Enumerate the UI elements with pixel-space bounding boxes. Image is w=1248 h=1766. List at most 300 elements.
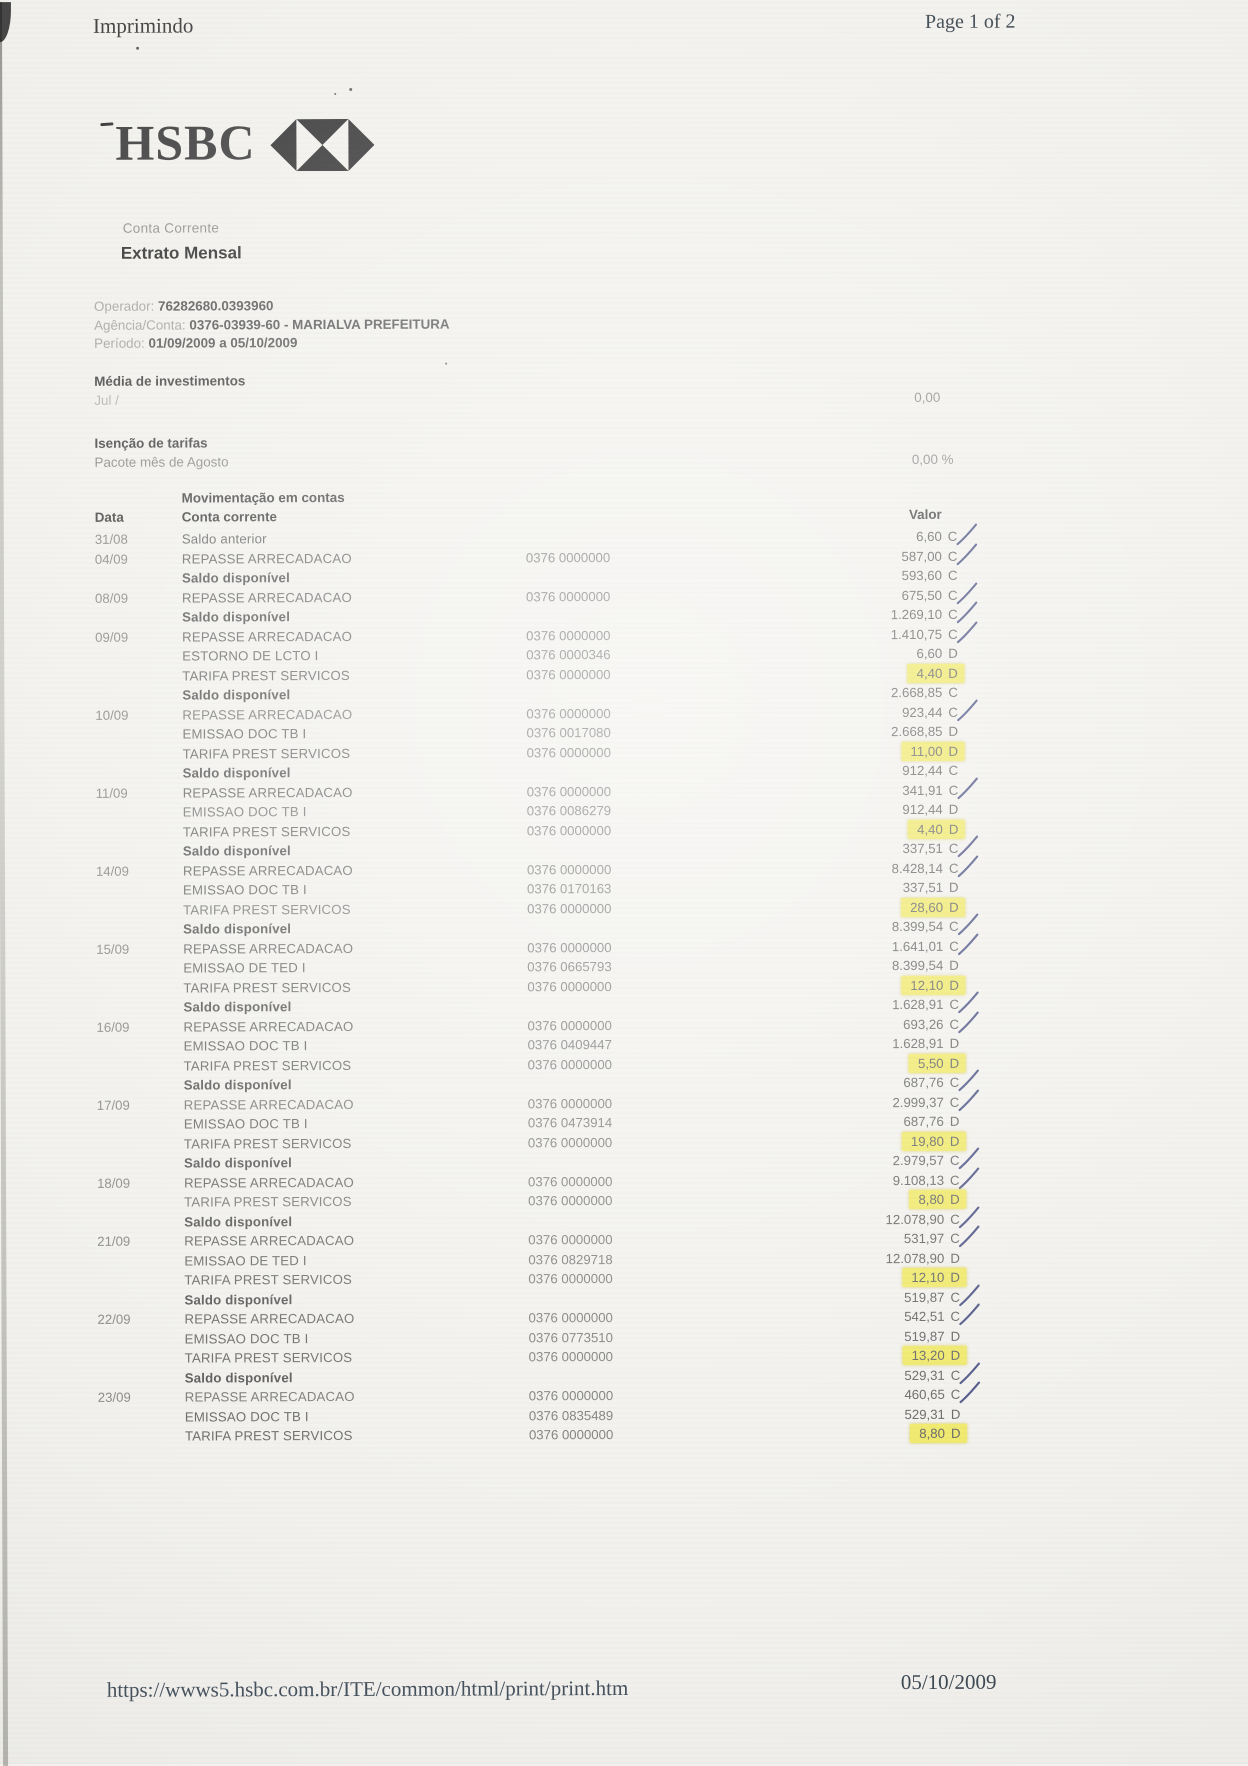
credit-debit-flag: C	[948, 627, 961, 642]
credit-debit-flag: C	[949, 1017, 962, 1032]
value-amount	[892, 997, 962, 1012]
cell-document: 0000000	[561, 1193, 681, 1208]
cell-value	[680, 841, 962, 857]
cell-date: 09/09	[95, 629, 182, 644]
cell-value	[681, 1114, 963, 1130]
credit-debit-flag: D	[950, 1192, 963, 1207]
credit-debit-flag: C	[949, 861, 962, 876]
statement-meta	[94, 297, 450, 354]
credit-debit-flag: D	[951, 1348, 964, 1363]
cell-value	[680, 997, 962, 1013]
investments-line	[94, 389, 1246, 408]
cell-description: REPASSE ARRECADACAO	[184, 1174, 528, 1190]
value-amount	[892, 1095, 962, 1110]
credit-debit-flag: C	[948, 705, 961, 720]
cell-description: Saldo disponível	[183, 843, 527, 859]
value-amount	[904, 1231, 963, 1246]
fees-line	[95, 451, 1247, 470]
cell-date: 23/09	[98, 1390, 185, 1405]
cell-description: Saldo disponível	[182, 570, 526, 586]
credit-debit-flag: C	[950, 1173, 963, 1188]
cell-document: 0000000	[559, 706, 679, 721]
cell-agency: 0376	[528, 1057, 561, 1072]
value-amount	[891, 724, 961, 739]
pen-checkmark	[955, 698, 979, 724]
value-amount	[902, 588, 961, 603]
cell-document: 0835489	[562, 1408, 682, 1423]
amount-text: 12,10	[911, 1270, 944, 1285]
cell-document: 0000000	[562, 1388, 682, 1403]
fees-title: Isenção de tarifas	[94, 432, 1246, 451]
cell-document: 0000000	[560, 784, 680, 799]
hsbc-wordmark: HSBC	[115, 113, 255, 171]
cell-document: 0000000	[561, 1135, 681, 1150]
cell-value	[679, 685, 961, 701]
cell-agency: 0376	[528, 1037, 561, 1052]
period-line	[94, 334, 450, 354]
cell-value	[680, 1017, 962, 1033]
cell-date: 31/08	[95, 532, 182, 547]
cell-agency: 0376	[529, 1388, 562, 1403]
table-group-header: Movimentação em contas	[182, 490, 345, 506]
cell-value	[681, 1290, 963, 1306]
amount-text: 519,87	[904, 1329, 944, 1344]
cell-description: TARIFA PREST SERVICOS	[182, 667, 526, 683]
amount-text: 2.979,57	[893, 1153, 944, 1168]
value-amount	[892, 1036, 962, 1051]
value-amount	[904, 1407, 963, 1422]
amount-text: 2.668,85	[891, 685, 942, 700]
cell-description: Saldo disponível	[183, 765, 527, 781]
value-amount	[903, 841, 962, 856]
cell-description: Saldo disponível	[184, 1077, 528, 1093]
amount-text: 19,80	[911, 1134, 944, 1149]
amount-text: 11,00	[910, 744, 942, 759]
cell-description: TARIFA PREST SERVICOS	[183, 979, 527, 995]
value-amount	[903, 880, 962, 895]
amount-text: 8.428,14	[892, 861, 943, 876]
cell-description: Saldo anterior	[182, 531, 526, 547]
value-amount	[902, 783, 961, 798]
cell-description: EMISSAO DE TED I	[183, 960, 527, 976]
amount-text: 587,00	[901, 549, 941, 564]
amount-text: 460,65	[904, 1387, 944, 1402]
value-amount	[903, 1075, 962, 1090]
cell-document: 0017080	[559, 725, 679, 740]
value-amount	[891, 685, 961, 700]
cell-value	[681, 1153, 963, 1169]
value-amount	[893, 1153, 963, 1168]
cell-value	[679, 627, 961, 643]
cell-description: EMISSAO DOC TB I	[183, 882, 527, 898]
amount-text: 13,20	[912, 1348, 945, 1363]
cell-value	[681, 1231, 963, 1247]
credit-debit-flag: D	[949, 978, 962, 993]
cell-document: 0170163	[560, 881, 680, 896]
credit-debit-flag: D	[948, 666, 961, 681]
value-amount	[904, 1290, 963, 1305]
highlighted-value	[910, 1424, 967, 1443]
print-source-url: https://wwws5.hsbc.com.br/ITE/common/html/print/print.htm	[107, 1676, 629, 1703]
cell-description: Saldo disponível	[182, 687, 526, 703]
amount-text: 912,44	[902, 763, 942, 778]
pen-checkmark	[956, 1010, 980, 1036]
credit-debit-flag: D	[951, 1407, 964, 1422]
cell-agency: 0376	[529, 1330, 562, 1345]
table-header	[0, 506, 1247, 525]
cell-document: 0000000	[560, 862, 680, 877]
amount-text: 5,50	[918, 1056, 944, 1071]
pen-checkmark	[956, 854, 980, 880]
credit-debit-flag: C	[950, 1153, 963, 1168]
amount-text: 531,97	[904, 1231, 944, 1246]
cell-description: TARIFA PREST SERVICOS	[184, 1272, 528, 1288]
cell-description: TARIFA PREST SERVICOS	[183, 823, 527, 839]
fees-section	[0, 432, 1247, 470]
scan-speck	[349, 88, 352, 91]
hsbc-logo	[115, 113, 374, 172]
statement-title: Extrato Mensal	[121, 243, 242, 263]
cell-date: 21/09	[97, 1234, 184, 1249]
cell-value	[682, 1387, 964, 1403]
cell-document: 0773510	[562, 1330, 682, 1345]
amount-text: 593,60	[902, 568, 942, 583]
amount-text: 8,80	[918, 1192, 944, 1207]
amount-text: 687,76	[903, 1114, 943, 1129]
operator-line	[94, 297, 450, 317]
credit-debit-flag: C	[951, 1387, 964, 1402]
credit-debit-flag: C	[949, 939, 962, 954]
pen-checkmark	[955, 620, 979, 646]
value-amount	[902, 705, 961, 720]
cell-agency: 0376	[528, 1096, 561, 1111]
cell-description: REPASSE ARRECADACAO	[184, 1233, 528, 1249]
cell-agency: 0376	[528, 1232, 561, 1247]
amount-text: 1.641,01	[892, 939, 943, 954]
cell-description: Saldo disponível	[184, 1155, 528, 1171]
value-amount	[892, 861, 962, 876]
page-indicator: Page 1 of 2	[925, 11, 1016, 34]
amount-text: 2.668,85	[891, 724, 942, 739]
investments-section	[0, 370, 1246, 408]
operator-value: 76282680.0393960	[158, 298, 273, 313]
cell-value	[682, 1407, 964, 1423]
print-status-label: Imprimindo	[93, 13, 193, 38]
cell-agency: 0376	[528, 1174, 561, 1189]
statement-rows	[0, 526, 1248, 1447]
fees-label: Pacote mês de Agosto	[95, 454, 229, 469]
cell-agency: 0376	[528, 1252, 561, 1267]
cell-description: Saldo disponível	[183, 999, 527, 1015]
highlighted-value	[908, 664, 965, 683]
value-amount	[885, 1212, 963, 1227]
value-amount	[904, 1329, 963, 1344]
amount-text: 6,60	[916, 529, 942, 544]
scan-speck	[445, 363, 447, 365]
amount-text: 529,31	[904, 1407, 944, 1422]
cell-description: REPASSE ARRECADACAO	[184, 1096, 528, 1112]
cell-agency: 0376	[528, 1115, 561, 1130]
table-row	[2, 1423, 1248, 1447]
cell-value	[680, 978, 962, 994]
cell-description: Saldo disponível	[182, 609, 526, 625]
cell-value	[680, 822, 962, 838]
cell-document: 0000000	[561, 1310, 681, 1325]
cell-description: REPASSE ARRECADACAO	[182, 589, 526, 605]
pen-dash-artifact	[100, 122, 113, 126]
agency-label: Agência/Conta:	[94, 317, 186, 332]
cell-description: REPASSE ARRECADACAO	[183, 862, 527, 878]
amount-text: 1.628,91	[892, 1036, 943, 1051]
cell-agency: 0376	[526, 667, 559, 682]
cell-date: 18/09	[97, 1175, 184, 1190]
cell-value	[680, 939, 962, 955]
cell-document: 0409447	[561, 1037, 681, 1052]
credit-debit-flag: D	[949, 958, 962, 973]
investments-title: Média de investimentos	[94, 370, 1246, 389]
cell-document: 0000000	[560, 823, 680, 838]
cell-description: TARIFA PREST SERVICOS	[185, 1350, 529, 1366]
cell-description: EMISSAO DE TED I	[184, 1252, 528, 1268]
scan-speck	[136, 47, 139, 50]
value-amount	[902, 763, 961, 778]
cell-description: ESTORNO DE LCTO I	[182, 648, 526, 664]
cell-agency: 0376	[529, 1427, 562, 1442]
cell-agency: 0376	[528, 1271, 561, 1286]
cell-agency: 0376	[526, 706, 559, 721]
credit-debit-flag: C	[950, 1231, 963, 1246]
cell-description: EMISSAO DOC TB I	[184, 1038, 528, 1054]
cell-agency: 0376	[526, 589, 559, 604]
cell-agency: 0376	[528, 1135, 561, 1150]
scan-corner-artifact	[0, 2, 11, 42]
cell-description: TARIFA PREST SERVICOS	[185, 1428, 529, 1444]
cell-description: EMISSAO DOC TB I	[182, 726, 526, 742]
cell-document: 0000000	[560, 979, 680, 994]
cell-description: EMISSAO DOC TB I	[185, 1408, 529, 1424]
credit-debit-flag: C	[950, 1309, 963, 1324]
cell-description: EMISSAO DOC TB I	[184, 1116, 528, 1132]
cell-agency: 0376	[527, 901, 560, 916]
cell-value	[679, 588, 961, 604]
amount-text: 529,31	[904, 1368, 944, 1383]
cell-description: TARIFA PREST SERVICOS	[183, 901, 527, 917]
cell-document: 0000000	[559, 628, 679, 643]
cell-value	[679, 705, 961, 721]
credit-debit-flag: C	[948, 529, 961, 544]
value-amount	[886, 1251, 964, 1266]
cell-value	[680, 763, 962, 779]
print-date: 05/10/2009	[901, 1670, 997, 1695]
cell-description: REPASSE ARRECADACAO	[182, 628, 526, 644]
cell-description: TARIFA PREST SERVICOS	[184, 1194, 528, 1210]
credit-debit-flag: C	[949, 841, 962, 856]
credit-debit-flag: D	[951, 1329, 964, 1344]
cell-value	[679, 607, 961, 623]
cell-document: 0000346	[559, 647, 679, 662]
cell-date: 14/09	[96, 863, 183, 878]
cell-agency: 0376	[527, 1018, 560, 1033]
operator-label: Operador:	[94, 299, 154, 314]
cell-document: 0000000	[561, 1174, 681, 1189]
pen-checkmark	[957, 1302, 981, 1328]
value-amount	[892, 939, 962, 954]
cell-document: 0000000	[559, 667, 679, 682]
cell-description: REPASSE ARRECADACAO	[182, 706, 526, 722]
scan-speck	[334, 93, 336, 95]
agency-value: 0376-03939-60 - MARIALVA PREFEITURA	[189, 316, 449, 332]
credit-debit-flag: C	[949, 997, 962, 1012]
cell-value	[681, 1134, 963, 1150]
amount-text: 2.999,37	[892, 1095, 943, 1110]
cell-description: REPASSE ARRECADACAO	[183, 784, 527, 800]
amount-text: 28,60	[910, 900, 943, 915]
cell-agency: 0376	[527, 745, 560, 760]
cell-document: 0665793	[560, 959, 680, 974]
cell-description: TARIFA PREST SERVICOS	[184, 1135, 528, 1151]
cell-agency: 0376	[527, 979, 560, 994]
credit-debit-flag: C	[948, 588, 961, 603]
cell-value	[679, 529, 961, 545]
value-amount	[892, 919, 962, 934]
cell-document: 0000000	[561, 1232, 681, 1247]
credit-debit-flag: C	[950, 1212, 963, 1227]
pen-checkmark	[958, 1380, 982, 1406]
cell-agency: 0376	[527, 940, 560, 955]
amount-text: 12.078,90	[885, 1212, 944, 1227]
value-amount	[902, 802, 961, 817]
amount-text: 687,76	[903, 1075, 943, 1090]
amount-text: 4,40	[917, 666, 943, 681]
credit-debit-flag: D	[950, 1134, 963, 1149]
cell-date: 17/09	[97, 1097, 184, 1112]
cell-value	[679, 646, 961, 662]
cell-value	[682, 1368, 964, 1384]
cell-date: 04/09	[95, 551, 182, 566]
credit-debit-flag: C	[948, 607, 961, 622]
cell-agency: 0376	[529, 1408, 562, 1423]
cell-document: 0000000	[562, 1427, 682, 1442]
credit-debit-flag: C	[950, 1095, 963, 1110]
cell-value	[680, 880, 962, 896]
cell-agency: 0376	[527, 881, 560, 896]
pen-checkmark	[955, 542, 979, 568]
credit-debit-flag: C	[949, 919, 962, 934]
highlighted-value	[901, 742, 964, 761]
cell-value	[681, 1173, 963, 1189]
credit-debit-flag: D	[950, 1270, 963, 1285]
cell-document: 0000000	[559, 550, 679, 565]
amount-text: 8,80	[919, 1426, 945, 1441]
cell-value	[681, 1192, 963, 1208]
cell-value	[680, 783, 962, 799]
credit-debit-flag: C	[949, 763, 962, 778]
value-amount	[903, 1017, 962, 1032]
cell-document: 0000000	[560, 1018, 680, 1033]
cell-date: 16/09	[96, 1019, 183, 1034]
amount-text: 693,26	[903, 1017, 943, 1032]
amount-text: 1.628,91	[892, 997, 943, 1012]
value-amount	[917, 646, 962, 661]
column-date: Data	[95, 510, 182, 525]
cell-description: TARIFA PREST SERVICOS	[183, 745, 527, 761]
cell-value	[682, 1348, 964, 1364]
fees-value: 0,00 %	[912, 452, 954, 467]
credit-debit-flag: D	[949, 744, 962, 759]
cell-agency: 0376	[526, 725, 559, 740]
hsbc-hexagon-icon	[271, 119, 375, 171]
cell-agency: 0376	[526, 647, 559, 662]
credit-debit-flag: D	[949, 880, 962, 895]
amount-text: 9.108,13	[893, 1173, 944, 1188]
cell-description: TARIFA PREST SERVICOS	[184, 1057, 528, 1073]
cell-date: 22/09	[97, 1312, 184, 1327]
cell-document: 0473914	[561, 1115, 681, 1130]
cell-description: REPASSE ARRECADACAO	[185, 1389, 529, 1405]
amount-text: 8.399,54	[892, 919, 943, 934]
cell-description: EMISSAO DOC TB I	[183, 804, 527, 820]
cell-value	[681, 1095, 963, 1111]
cell-agency: 0376	[529, 1349, 562, 1364]
cell-document: 0000000	[560, 901, 680, 916]
account-type-label: Conta Corrente	[123, 220, 220, 235]
cell-value	[679, 724, 961, 740]
credit-debit-flag: D	[950, 1056, 963, 1071]
credit-debit-flag: D	[950, 1036, 963, 1051]
amount-text: 923,44	[902, 705, 942, 720]
cell-document: 0000000	[559, 589, 679, 604]
value-amount	[902, 568, 961, 583]
investments-label: Jul /	[94, 393, 119, 408]
value-amount	[892, 958, 962, 973]
credit-debit-flag: D	[950, 1114, 963, 1129]
cell-agency: 0376	[526, 550, 559, 565]
amount-text: 4,40	[917, 822, 943, 837]
cell-value	[680, 861, 962, 877]
cell-document: 0000000	[561, 1271, 681, 1286]
cell-description: EMISSAO DOC TB I	[185, 1330, 529, 1346]
amount-text: 8.399,54	[892, 958, 943, 973]
column-value: Valor	[679, 507, 961, 523]
pen-checkmark	[957, 1224, 981, 1250]
period-value: 01/09/2009 a 05/10/2009	[148, 335, 297, 351]
cell-date: 11/09	[96, 785, 183, 800]
cell-description: REPASSE ARRECADACAO	[182, 550, 526, 566]
amount-text: 1.269,10	[891, 607, 942, 622]
value-amount	[904, 1387, 963, 1402]
cell-date: 08/09	[95, 590, 182, 605]
cell-value	[680, 900, 962, 916]
credit-debit-flag: D	[949, 802, 962, 817]
amount-text: 12.078,90	[886, 1251, 945, 1266]
cell-value	[681, 1212, 963, 1228]
cell-agency: 0376	[528, 1310, 561, 1325]
value-amount	[891, 627, 961, 642]
value-amount	[891, 607, 961, 622]
cell-agency: 0376	[527, 959, 560, 974]
cell-value	[680, 802, 962, 818]
amount-text: 337,51	[903, 880, 943, 895]
credit-debit-flag: D	[949, 822, 962, 837]
period-label: Período:	[94, 336, 145, 351]
cell-value	[681, 1270, 963, 1286]
pen-checkmark	[956, 776, 980, 802]
value-amount	[893, 1173, 963, 1188]
cell-agency: 0376	[528, 1193, 561, 1208]
credit-debit-flag: D	[948, 646, 961, 661]
cell-description: REPASSE ARRECADACAO	[183, 1018, 527, 1034]
cell-description: Saldo disponível	[184, 1213, 528, 1229]
